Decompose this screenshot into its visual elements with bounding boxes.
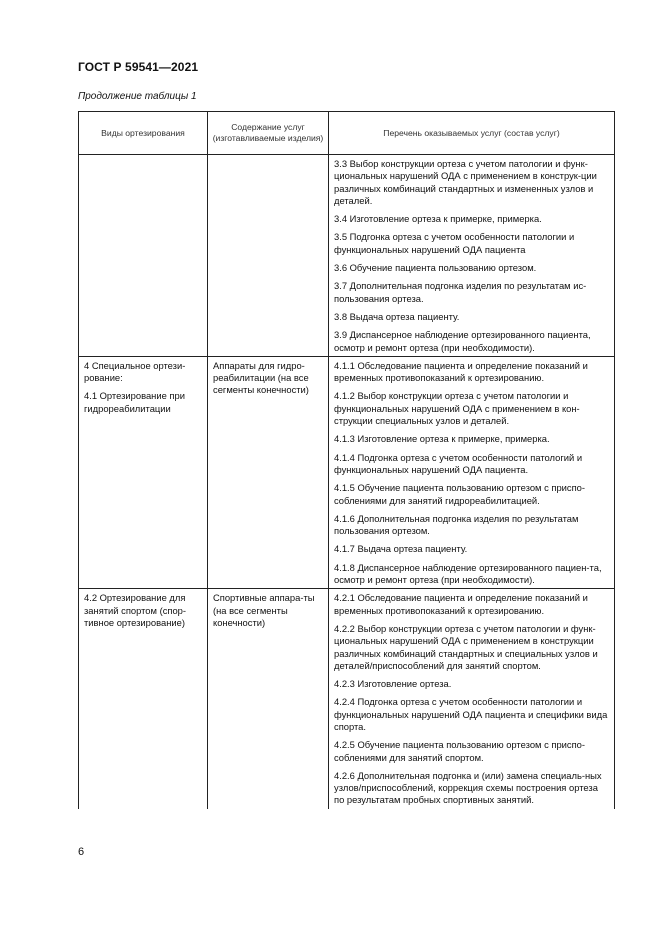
service-item: 4.1.6 Дополнительная подгонка изделия по результатам пользования ортезом. xyxy=(334,512,579,537)
service-item: 4.2.2 Выбор конструкции ортеза с учетом патологии и функ-циональных нарушений ОДА с применением в конструкции различных комбинаций стандартных и специальных узлов и деталей/приспособлений для занятий спортом. xyxy=(334,622,598,671)
service-item: 4.2.3 Изготовление ортеза. xyxy=(334,678,452,690)
document-title: ГОСТ Р 59541—2021 xyxy=(78,60,199,74)
service-item: 4.1.5 Обучение пациента пользованию ортезом с приспо-соблениями для занятий гидрореабилитацией. xyxy=(334,482,586,506)
column-header-services: Перечень оказываемых услуг (состав услуг) xyxy=(329,112,615,155)
service-item: 4.2.5 Обучение пациента пользованию ортезом с приспо-соблениями для занятий спортом. xyxy=(334,739,586,763)
kind-text: 4 Специальное ортези-рование: xyxy=(84,359,186,384)
service-item: 4.1.2 Выбор конструкции ортеза с учетом патологии и функциональных нарушений ОДА с применением в кон-струкции специальных узлов и деталей. xyxy=(334,390,580,427)
column-header-kinds: Виды ортезирования xyxy=(79,112,208,155)
service-item: 4.2.4 Подгонка ортеза с учетом особенности патологии и функциональных нарушений ОДА пациента и специфики вида спорта. xyxy=(334,696,608,732)
service-item: 4.2.1 Обследование пациента и определение показаний и временных противопоказаний к ортезированию. xyxy=(334,592,588,616)
column-header-content: Содержание услуг (изготавливаемые изделия) xyxy=(208,112,329,155)
service-item: 3.4 Изготовление ортеза к примерке, примерка. xyxy=(334,213,542,225)
content-cell: Аппараты для гидро-реабилитации (на все сегменты конечности) xyxy=(208,356,329,588)
kind-cell xyxy=(79,356,208,588)
kind-text: 4.2 Ортезирование для занятий спортом (спор-тивное ортезирование) xyxy=(84,592,187,628)
content-cell xyxy=(208,155,329,357)
service-item: 4.1.7 Выдача ортеза пациенту. xyxy=(334,543,468,555)
service-item: 3.5 Подгонка ортеза с учетом особенности патологии и функциональных нарушений ОДА пациента xyxy=(334,231,575,255)
service-item: 4.1.8 Диспансерное наблюдение ортезированного пациен-та, осмотр и ремонт ортеза (при необходимости). xyxy=(334,561,602,586)
service-item: 3.6 Обучение пациента пользованию ортезом. xyxy=(334,262,537,274)
service-item: 3.3 Выбор конструкции ортеза с учетом патологии и функ-циональных нарушений ОДА с применением в конструк-ции различных комбинаций стандартных и измененных узлов и деталей. xyxy=(334,158,597,206)
table-row xyxy=(79,155,615,357)
services-cell xyxy=(329,356,615,588)
content-cell: Спортивные аппара-ты (на все сегменты конечности) xyxy=(208,589,329,809)
kind-text: 4.1 Ортезирование при гидрореабилитации xyxy=(84,390,185,414)
services-cell xyxy=(329,589,615,809)
table-row xyxy=(79,589,615,809)
services-table xyxy=(78,111,615,809)
table-caption: Продолжение таблицы 1 xyxy=(78,91,197,102)
kind-cell xyxy=(79,155,208,357)
kind-cell xyxy=(79,589,208,809)
services-cell xyxy=(329,155,615,357)
service-item: 3.9 Диспансерное наблюдение ортезированного пациента, осмотр и ремонт ортеза (при необходимости). xyxy=(334,329,591,353)
service-item: 4.1.4 Подгонка ортеза с учетом особенности патологий и функциональных нарушений ОДА пациента. xyxy=(334,451,583,475)
service-item: 4.2.6 Дополнительная подгонка и (или) замена специаль-ных узлов/приспособлений, коррекция схемы построения ортеза по результатам пробных спортивных занятий. xyxy=(334,769,602,806)
table-row xyxy=(79,356,615,588)
page-number: 6 xyxy=(78,846,85,858)
service-item: 3.7 Дополнительная подгонка изделия по результатам ис-пользования ортеза. xyxy=(334,280,587,304)
service-item: 3.8 Выдача ортеза пациенту. xyxy=(334,310,460,322)
service-item: 4.1.1 Обследование пациента и определение показаний и временных противопоказаний к ортезированию. xyxy=(334,359,588,384)
table-header-row xyxy=(79,112,615,155)
service-item: 4.1.3 Изготовление ортеза к примерке, примерка. xyxy=(334,433,550,445)
